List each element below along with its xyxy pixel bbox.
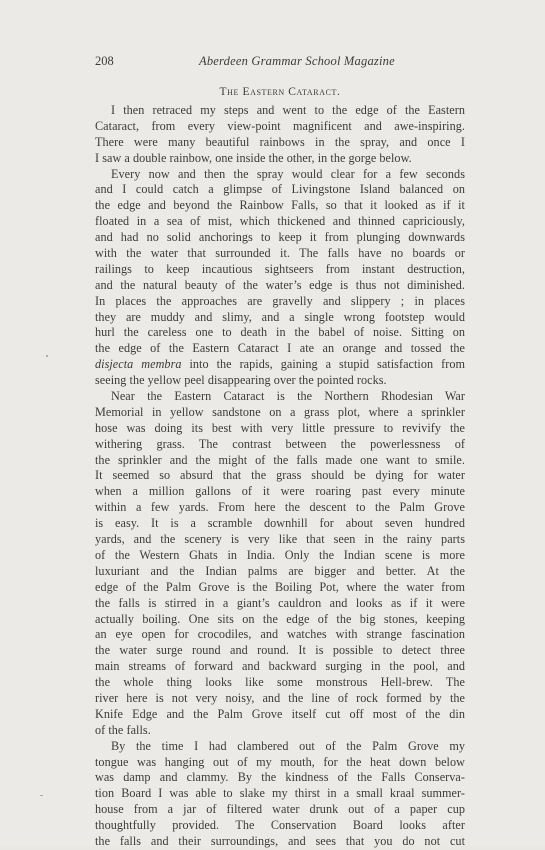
- article-body: [95, 103, 465, 850]
- text-line: the edge and beyond the Rainbow Falls, so that it looked as if it: [95, 198, 465, 213]
- italic-phrase: disjecta membra: [95, 357, 182, 372]
- text-line: Memorial in yellow sandstone on a grass plot, where a sprinkler: [95, 404, 465, 419]
- text-line: [95, 357, 465, 373]
- text-line: the water surge round and round. It is possible to detect three: [95, 643, 465, 658]
- text-line: luxuriant and the Indian palms are bigger and better. At the: [95, 563, 465, 578]
- text-line: is easy. It is a scramble downhill for about seven hundred: [95, 516, 465, 531]
- text-line: and I could catch a glimpse of Livingstone Island balanced on: [95, 182, 465, 197]
- text-line: river here is not very noisy, and the line of rock formed by the: [95, 690, 465, 705]
- text-line: Every now and then the spray would clear for a few seconds: [111, 166, 465, 181]
- text-line: the sprinkler and the might of the falls made one want to smile.: [95, 452, 465, 467]
- text-line: railings to keep incautious sightseers from instant destruction,: [95, 261, 465, 276]
- text-line: I then retraced my steps and went to the edge of the Eastern: [111, 103, 465, 117]
- text-line: when a million gallons of it were roaring past every minute: [95, 484, 465, 499]
- text-line: and had no solid anchorings to keep it from plunging downwards: [95, 230, 465, 245]
- text-line: edge of the Palm Grove is the Boiling Pot, where the water from: [95, 579, 465, 594]
- text-line: There were many beautiful rainbows in the spray, and once I: [95, 134, 465, 149]
- journal-title: Aberdeen Grammar School Magazine: [199, 54, 395, 68]
- text-line: thoughtfully provided. The Conservation Board looks after: [95, 818, 465, 833]
- text-line: an eye open for crocodiles, and watches with strange fascination: [95, 627, 465, 642]
- running-head: [95, 54, 465, 70]
- text-line-rest: into the rapids, gaining a stupid satisfaction from: [181, 357, 465, 372]
- paper-speck: [46, 355, 48, 357]
- text-line: the falls is stirred in a giant’s cauldron and looks as if it were: [95, 595, 465, 610]
- text-line: In places the approaches are gravelly and slippery ; in places: [95, 293, 465, 308]
- text-line: I saw a double rainbow, one inside the other, in the gorge below.: [95, 150, 412, 165]
- paper-speck: [40, 795, 43, 796]
- text-line: Knife Edge and the Palm Grove itself cut off most of the din: [95, 706, 465, 721]
- text-line: and the natural beauty of the water’s edge is thus not diminished.: [95, 277, 465, 292]
- text-line: floated in a sea of mist, which thickened and thinned capriciously,: [95, 214, 465, 229]
- text-line: actually boiling. One sits on the edge of the big stones, keeping: [95, 611, 465, 626]
- text-line: was damp and clammy. By the kindness of the Falls Conserva-: [95, 770, 465, 785]
- text-line: within a few yards. From here the descent to the Palm Grove: [95, 500, 465, 515]
- text-line: main streams of forward and backward surging in the pool, and: [95, 659, 465, 674]
- text-line: Near the Eastern Cataract is the Northern Rhodesian War: [111, 389, 465, 404]
- text-line: of the Western Ghats in India. Only the Indian scene is more: [95, 547, 465, 562]
- text-line: By the time I had clambered out of the Palm Grove my: [111, 738, 465, 753]
- text-line: hurl the careless one to death in the babel of noise. Sitting on: [95, 325, 465, 340]
- text-line: Cataract, from every view-point magnificent and awe-inspiring.: [95, 118, 465, 133]
- text-line: It seemed so absurd that the grass should be dying for water: [95, 468, 465, 483]
- text-line: seeing the yellow peel disappearing over the pointed rocks.: [95, 373, 387, 388]
- page-number: 208: [95, 54, 114, 68]
- text-line: tongue was hanging out of my mouth, for the heat down below: [95, 754, 465, 769]
- text-line: the whole thing looks like some monstrous Hell-brew. The: [95, 675, 465, 690]
- text-line: the falls and their surroundings, and sees that you do not cut: [95, 833, 465, 848]
- text-line: with the water that surrounded it. The falls have no boards or: [95, 246, 465, 261]
- text-line: withering grass. The contrast between the powerlessness of: [95, 436, 465, 451]
- text-line: the edge of the Eastern Cataract I ate an orange and tossed the: [95, 341, 465, 356]
- text-line: of the falls.: [95, 722, 151, 737]
- text-line: yards, and the scenery is very like that seen in the rainy parts: [95, 532, 465, 547]
- article-title: The Eastern Cataract.: [219, 86, 341, 98]
- text-line: tion Board I was able to slake my thirst in a small kraal summer-: [95, 786, 465, 801]
- text-line: house from a jar of filtered water drunk out of a paper cup: [95, 802, 465, 817]
- text-line: they are muddy and slimy, and a single wrong footstep would: [95, 309, 465, 324]
- text-line: hose was doing its best with very little pressure to revivify the: [95, 420, 465, 435]
